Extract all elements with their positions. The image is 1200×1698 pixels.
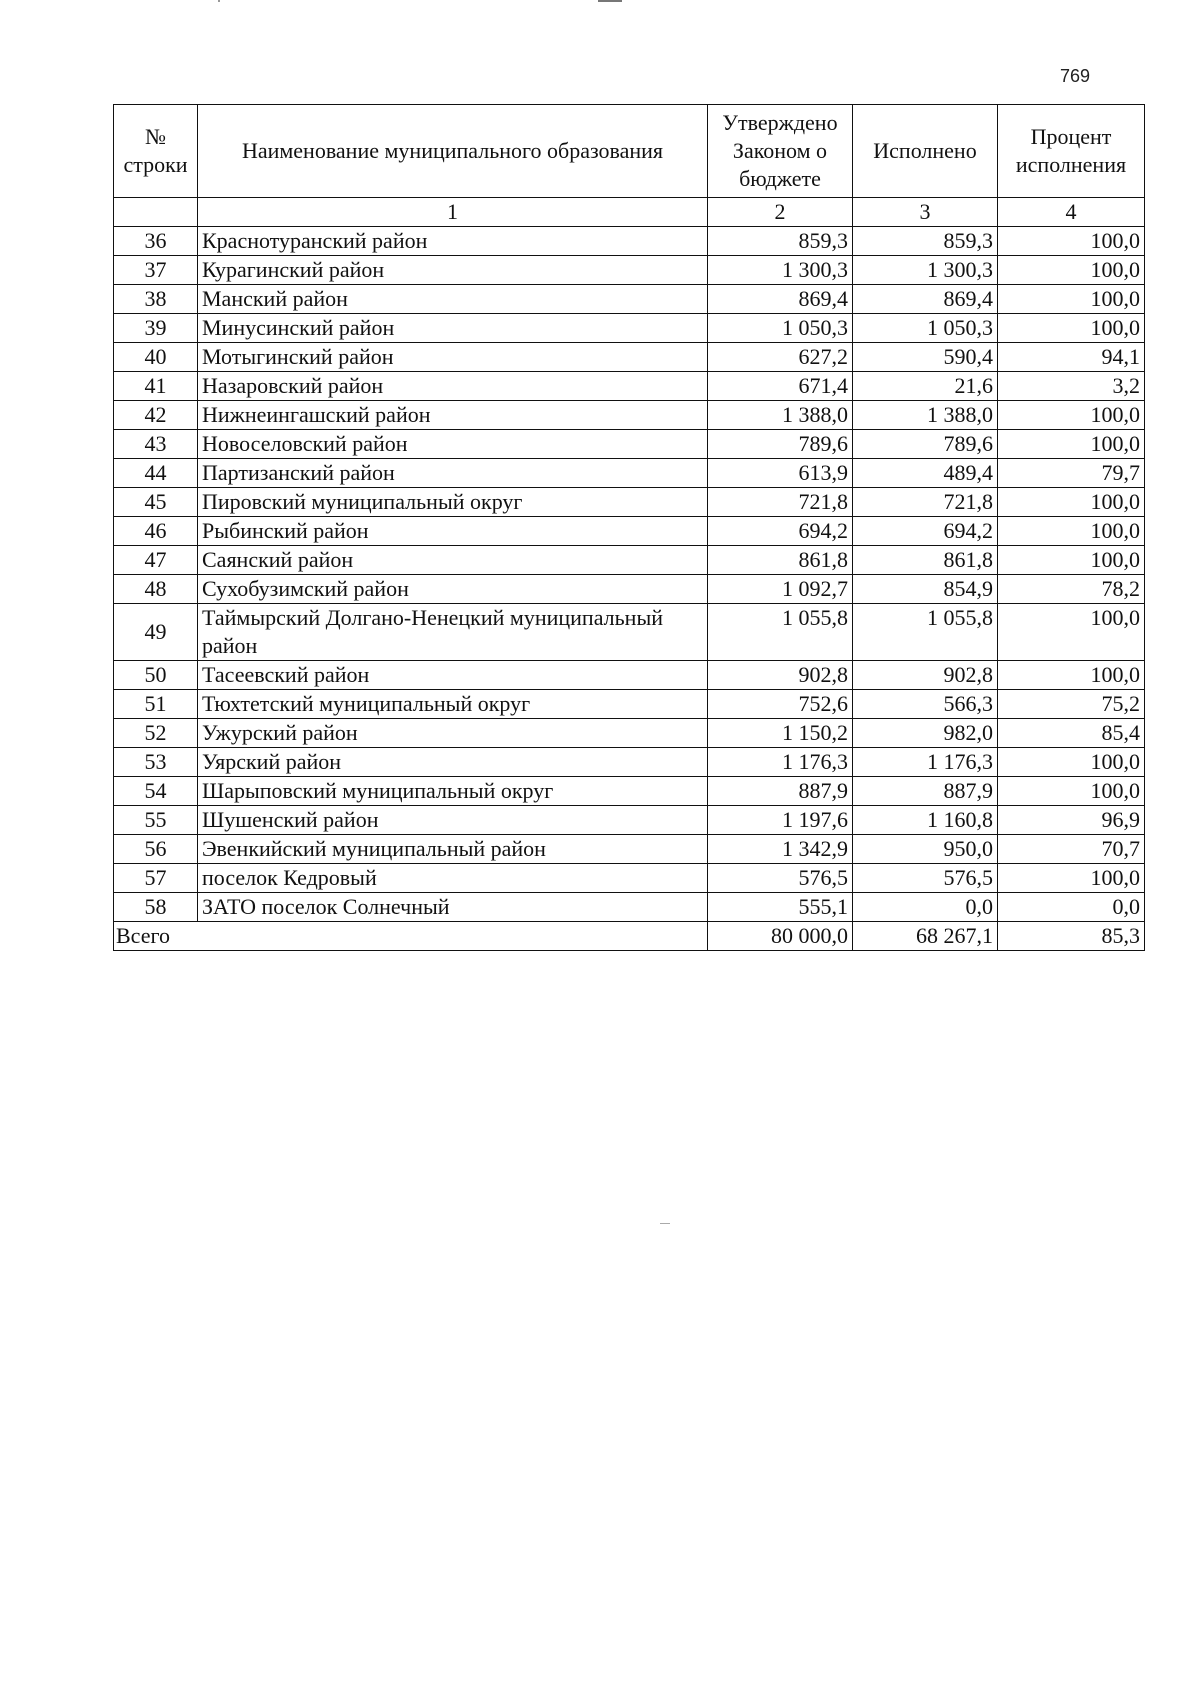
approved-value: 1 092,7: [708, 575, 853, 604]
table-row: [114, 893, 1145, 922]
approved-value: 613,9: [708, 459, 853, 488]
executed-value: 721,8: [853, 488, 998, 517]
table-row: [114, 256, 1145, 285]
row-number: 40: [114, 343, 198, 372]
executed-value: 854,9: [853, 575, 998, 604]
percent-value: 100,0: [998, 488, 1145, 517]
municipality-name: Новоселовский район: [198, 430, 708, 459]
table-row: [114, 690, 1145, 719]
executed-value: 1 050,3: [853, 314, 998, 343]
row-number: 37: [114, 256, 198, 285]
percent-value: 100,0: [998, 314, 1145, 343]
approved-value: 752,6: [708, 690, 853, 719]
percent-value: 3,2: [998, 372, 1145, 401]
municipality-name: Тюхтетский муниципальный округ: [198, 690, 708, 719]
approved-value: 902,8: [708, 661, 853, 690]
executed-value: 566,3: [853, 690, 998, 719]
executed-value: 21,6: [853, 372, 998, 401]
executed-value: 0,0: [853, 893, 998, 922]
percent-value: 79,7: [998, 459, 1145, 488]
approved-value: 1 150,2: [708, 719, 853, 748]
table-row: [114, 285, 1145, 314]
executed-value: 1 160,8: [853, 806, 998, 835]
scan-artifact-mark: [598, 0, 622, 2]
row-number: 55: [114, 806, 198, 835]
percent-value: 70,7: [998, 835, 1145, 864]
approved-value: 627,2: [708, 343, 853, 372]
row-number: 49: [114, 604, 198, 661]
table-row: [114, 372, 1145, 401]
municipality-name: Уярский район: [198, 748, 708, 777]
approved-value: 1 300,3: [708, 256, 853, 285]
executed-value: 887,9: [853, 777, 998, 806]
executed-value: 576,5: [853, 864, 998, 893]
municipality-name: Рыбинский район: [198, 517, 708, 546]
municipality-name: Краснотуранский район: [198, 227, 708, 256]
approved-value: 869,4: [708, 285, 853, 314]
row-number: 56: [114, 835, 198, 864]
row-number: 42: [114, 401, 198, 430]
row-number: 52: [114, 719, 198, 748]
approved-value: 1 176,3: [708, 748, 853, 777]
table-row: [114, 343, 1145, 372]
column-number: [114, 198, 198, 227]
total-executed: 68 267,1: [853, 922, 998, 951]
municipality-name: Ужурский район: [198, 719, 708, 748]
percent-value: 94,1: [998, 343, 1145, 372]
percent-value: 100,0: [998, 604, 1145, 661]
row-number: 50: [114, 661, 198, 690]
table-row: [114, 661, 1145, 690]
percent-value: 85,4: [998, 719, 1145, 748]
municipality-name: ЗАТО поселок Солнечный: [198, 893, 708, 922]
municipality-name: Курагинский район: [198, 256, 708, 285]
approved-value: 721,8: [708, 488, 853, 517]
column-number: 1: [198, 198, 708, 227]
row-number: 48: [114, 575, 198, 604]
total-label: Всего: [114, 922, 708, 951]
municipality-name: Саянский район: [198, 546, 708, 575]
row-number: 38: [114, 285, 198, 314]
table-row: [114, 719, 1145, 748]
percent-value: 0,0: [998, 893, 1145, 922]
row-number: 57: [114, 864, 198, 893]
approved-value: 1 388,0: [708, 401, 853, 430]
percent-value: 100,0: [998, 748, 1145, 777]
executed-value: 1 388,0: [853, 401, 998, 430]
percent-value: 100,0: [998, 256, 1145, 285]
executed-value: 950,0: [853, 835, 998, 864]
approved-value: 1 050,3: [708, 314, 853, 343]
percent-value: 100,0: [998, 285, 1145, 314]
executed-value: 902,8: [853, 661, 998, 690]
page-number: 769: [1060, 66, 1091, 86]
percent-value: 100,0: [998, 777, 1145, 806]
table-header-row: [114, 105, 1145, 198]
table-row: [114, 546, 1145, 575]
percent-value: 100,0: [998, 430, 1145, 459]
executed-value: 859,3: [853, 227, 998, 256]
approved-value: 861,8: [708, 546, 853, 575]
table-row: [114, 517, 1145, 546]
executed-value: 789,6: [853, 430, 998, 459]
table-row: [114, 314, 1145, 343]
total-approved: 80 000,0: [708, 922, 853, 951]
table-row: [114, 459, 1145, 488]
table-row: [114, 777, 1145, 806]
table-row: [114, 488, 1145, 517]
municipality-name: Шушенский район: [198, 806, 708, 835]
column-numbers-row: [114, 198, 1145, 227]
column-number: 4: [998, 198, 1145, 227]
percent-value: 100,0: [998, 401, 1145, 430]
approved-value: 576,5: [708, 864, 853, 893]
row-number: 44: [114, 459, 198, 488]
approved-value: 887,9: [708, 777, 853, 806]
executed-value: 590,4: [853, 343, 998, 372]
row-number: 58: [114, 893, 198, 922]
row-number: 46: [114, 517, 198, 546]
row-number: 45: [114, 488, 198, 517]
executed-value: 861,8: [853, 546, 998, 575]
row-number: 39: [114, 314, 198, 343]
percent-value: 96,9: [998, 806, 1145, 835]
municipality-name: поселок Кедровый: [198, 864, 708, 893]
table-row: [114, 835, 1145, 864]
table-row: [114, 401, 1145, 430]
percent-value: 78,2: [998, 575, 1145, 604]
header-municipality-name: Наименование муниципального образования: [198, 105, 708, 198]
row-number: 41: [114, 372, 198, 401]
budget-execution-table: [113, 104, 1145, 951]
executed-value: 982,0: [853, 719, 998, 748]
municipality-name: Тасеевский район: [198, 661, 708, 690]
header-approved: Утверждено Законом о бюджете: [708, 105, 853, 198]
municipality-name: Мотыгинский район: [198, 343, 708, 372]
header-row-number: № строки: [114, 105, 198, 198]
total-percent: 85,3: [998, 922, 1145, 951]
executed-value: 489,4: [853, 459, 998, 488]
municipality-name: Нижнеингашский район: [198, 401, 708, 430]
municipality-name: Пировский муниципальный округ: [198, 488, 708, 517]
municipality-name: Минусинский район: [198, 314, 708, 343]
approved-value: 671,4: [708, 372, 853, 401]
table-row: [114, 806, 1145, 835]
executed-value: 1 176,3: [853, 748, 998, 777]
percent-value: 75,2: [998, 690, 1145, 719]
table-row: [114, 604, 1145, 661]
row-number: 36: [114, 227, 198, 256]
approved-value: 859,3: [708, 227, 853, 256]
table-row: [114, 864, 1145, 893]
approved-value: 1 197,6: [708, 806, 853, 835]
municipality-name: Назаровский район: [198, 372, 708, 401]
row-number: 54: [114, 777, 198, 806]
municipality-name: Эвенкийский муниципальный район: [198, 835, 708, 864]
percent-value: 100,0: [998, 227, 1145, 256]
percent-value: 100,0: [998, 864, 1145, 893]
municipality-name: Таймырский Долгано-Ненецкий муниципальный район: [198, 604, 708, 661]
row-number: 53: [114, 748, 198, 777]
row-number: 43: [114, 430, 198, 459]
approved-value: 789,6: [708, 430, 853, 459]
executed-value: 694,2: [853, 517, 998, 546]
executed-value: 1 300,3: [853, 256, 998, 285]
scan-artifact-line: [660, 1223, 670, 1224]
column-number: 2: [708, 198, 853, 227]
table-row: [114, 575, 1145, 604]
percent-value: 100,0: [998, 517, 1145, 546]
header-executed: Исполнено: [853, 105, 998, 198]
approved-value: 1 342,9: [708, 835, 853, 864]
table-row: [114, 430, 1145, 459]
approved-value: 555,1: [708, 893, 853, 922]
approved-value: 1 055,8: [708, 604, 853, 661]
header-percent: Процент исполнения: [998, 105, 1145, 198]
municipality-name: Шарыповский муниципальный округ: [198, 777, 708, 806]
executed-value: 869,4: [853, 285, 998, 314]
municipality-name: Сухобузимский район: [198, 575, 708, 604]
executed-value: 1 055,8: [853, 604, 998, 661]
row-number: 47: [114, 546, 198, 575]
municipality-name: Манский район: [198, 285, 708, 314]
table-body: [114, 227, 1145, 922]
percent-value: 100,0: [998, 546, 1145, 575]
table-row: [114, 748, 1145, 777]
table-row: [114, 227, 1145, 256]
percent-value: 100,0: [998, 661, 1145, 690]
approved-value: 694,2: [708, 517, 853, 546]
total-row: [114, 922, 1145, 951]
column-number: 3: [853, 198, 998, 227]
scan-artifact-dot: [218, 0, 220, 2]
row-number: 51: [114, 690, 198, 719]
municipality-name: Партизанский район: [198, 459, 708, 488]
